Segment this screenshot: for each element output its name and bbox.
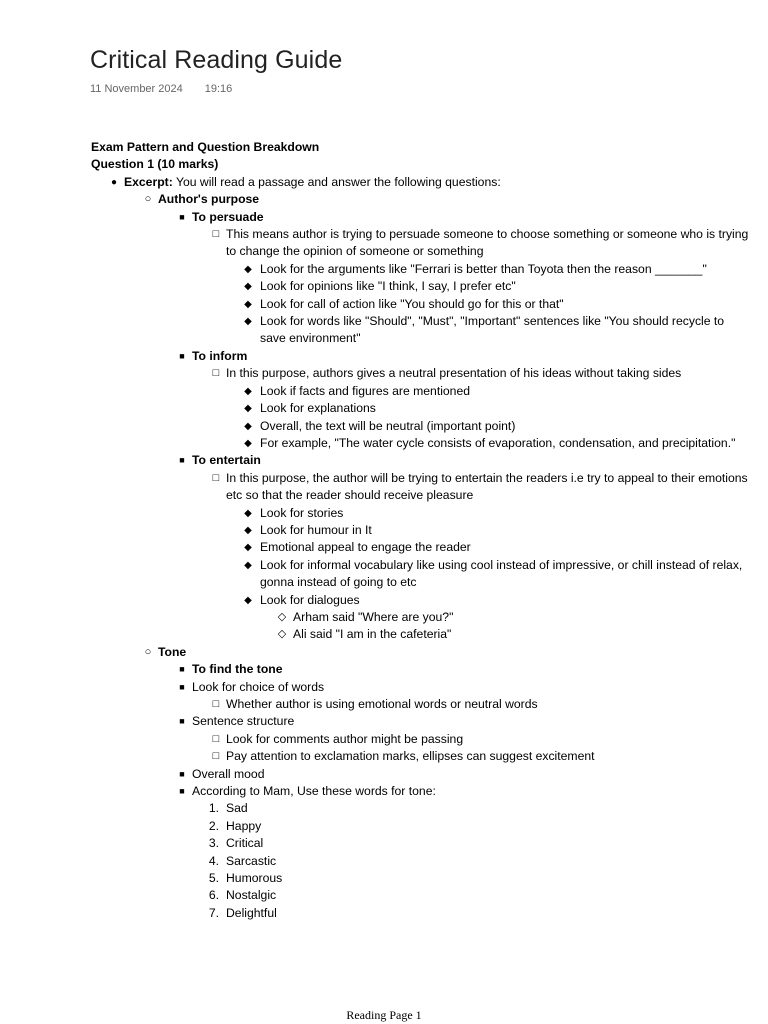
bullet-diamond-icon: ◆ [244, 298, 252, 310]
bullet-hollow-square-icon: □ [212, 750, 220, 763]
note-content [91, 139, 751, 922]
bullet-hollow-square-icon: □ [212, 732, 220, 745]
list-item: ◆ Look for stories [91, 505, 751, 522]
list-item: □ Look for comments author might be passing [91, 731, 751, 748]
list-item: ○ Author's purpose [91, 191, 751, 208]
list-item: ◆ Look for informal vocabulary like using cool instead of impressive, or chill instead of relax, gonna instead of going to etc [91, 557, 751, 592]
bullet-circle-icon: ○ [144, 193, 152, 206]
list-item: ● Excerpt: You will read a passage and answer the following questions: [91, 174, 751, 191]
list-item: ◆ Emotional appeal to engage the reader [91, 539, 751, 556]
bullet-hollow-square-icon: □ [212, 471, 220, 484]
bullet-disc-icon: ● [110, 176, 118, 188]
bullet-diamond-icon: ◆ [244, 420, 252, 432]
list-item: ◇ Arham said "Where are you?" [91, 609, 751, 626]
list-item: ■ Look for choice of words [91, 679, 751, 696]
list-item: ■ To find the tone [91, 661, 751, 678]
list-item: □ This means author is trying to persuade someone to choose something or someone who is trying to change the opinion of someone or something [91, 226, 751, 261]
list-item: ◆ Look for opinions like "I think, I say, I prefer etc" [91, 278, 751, 295]
list-item: ◇ Ali said "I am in the cafeteria" [91, 626, 751, 643]
list-item: ■ Sentence structure [91, 713, 751, 730]
bullet-square-icon: ■ [179, 716, 185, 727]
bullet-hollow-square-icon: □ [212, 228, 220, 241]
list-item: ◆ Look for dialogues [91, 592, 751, 609]
list-item: ◆ Look for explanations [91, 400, 751, 417]
bullet-diamond-icon: ◆ [244, 594, 252, 606]
numbered-item: 1. Sad [208, 801, 248, 816]
list-item: □ In this purpose, the author will be trying to entertain the readers i.e try to appeal to their emotions etc so that the reader should receive pleasure [91, 470, 751, 505]
bullet-hollow-square-icon: □ [212, 698, 220, 710]
list-item: □ Whether author is using emotional words or neutral words [91, 696, 751, 713]
bullet-square-icon: ■ [179, 681, 185, 692]
list-item: ◆ Overall, the text will be neutral (important point) [91, 418, 751, 435]
bullet-square-icon: ■ [179, 786, 185, 797]
list-item: ◆ Look for humour in It [91, 522, 751, 539]
bullet-diamond-icon: ◆ [244, 385, 252, 397]
bullet-diamond-icon: ◆ [244, 524, 252, 536]
numbered-item: 5. Humorous [208, 871, 283, 886]
bullet-square-icon: ■ [179, 211, 185, 222]
bullet-diamond-icon: ◆ [244, 281, 252, 293]
bullet-square-icon: ■ [179, 664, 185, 675]
list-item: ○ Tone [91, 644, 751, 661]
page-time: 19:16 [204, 83, 233, 95]
list-item: ◆ Look if facts and figures are mentioned [91, 383, 751, 400]
bullet-hollow-square-icon: □ [212, 367, 220, 380]
list-item: ■ To inform [91, 348, 751, 365]
bullet-square-icon: ■ [179, 350, 185, 361]
numbered-item: 6. Nostalgic [208, 888, 277, 903]
page-title: Critical Reading Guide [90, 46, 343, 74]
bullet-diamond-icon: ◆ [244, 263, 252, 275]
bullet-diamond-icon: ◆ [244, 316, 252, 328]
bullet-diamond-icon: ◆ [244, 403, 252, 415]
list-item: ◆ Look for call of action like "You should go for this or that" [91, 296, 751, 313]
question-heading: Question 1 (10 marks) [91, 157, 219, 172]
page-date: 11 November 2024 [90, 83, 183, 95]
bullet-square-icon: ■ [179, 455, 185, 466]
list-item: ■ According to Mam, Use these words for tone: [91, 783, 751, 800]
bullet-square-icon: ■ [179, 768, 185, 779]
page-meta [90, 83, 232, 95]
bullet-circle-icon: ○ [144, 645, 152, 658]
bullet-diamond-icon: ◆ [244, 437, 252, 449]
bullet-diamond-icon: ◆ [244, 559, 252, 571]
numbered-item: 2. Happy [208, 818, 262, 833]
page-footer: Reading Page 1 [346, 1008, 422, 1022]
list-item: □ Pay attention to exclamation marks, ellipses can suggest excitement [91, 748, 751, 765]
bullet-diamond-icon: ◆ [244, 507, 252, 519]
bullet-hollow-diamond-icon: ◇ [277, 628, 287, 641]
list-item: ◆ Look for words like "Should", "Must", "Important" sentences like "You should recycle to save environment" [91, 313, 751, 348]
bullet-diamond-icon: ◆ [244, 542, 252, 554]
list-item: □ In this purpose, authors gives a neutral presentation of his ideas without taking sides [91, 365, 751, 382]
list-item: ◆ For example, "The water cycle consists of evaporation, condensation, and precipitation." [91, 435, 751, 452]
numbered-item: 7. Delightful [208, 905, 277, 920]
numbered-item: 4. Sarcastic [208, 853, 277, 868]
list-item: ■ Overall mood [91, 766, 751, 783]
section-heading: Exam Pattern and Question Breakdown [91, 140, 320, 154]
list-item: ◆ Look for the arguments like "Ferrari is better than Toyota then the reason _______" [91, 261, 751, 278]
list-item: ■ To persuade [91, 209, 751, 226]
list-item: ■ To entertain [91, 452, 751, 469]
numbered-item: 3. Critical [208, 836, 264, 851]
bullet-hollow-diamond-icon: ◇ [277, 610, 287, 623]
